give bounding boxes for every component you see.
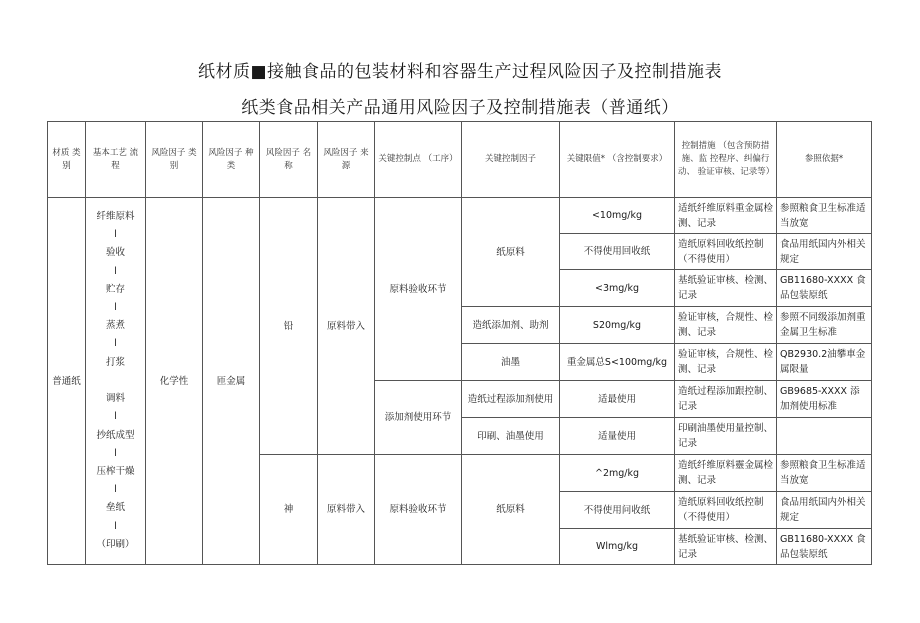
control-point-cell: 添加剂使用环节	[375, 381, 462, 455]
header-risk-category: 风险因子 类别	[146, 122, 203, 198]
critical-limit-cell: ^2mg/kg	[560, 455, 675, 492]
reference-cell: 食品用纸国内外相关规定	[777, 492, 872, 529]
reference-cell: 参照粮食卫生标准适当放宽	[777, 455, 872, 492]
header-critical-limit: 关键限值* （含控制要求）	[560, 122, 675, 198]
critical-limit-cell: <3mg/kg	[560, 270, 675, 307]
risk-category-cell: 化学性	[146, 198, 203, 565]
control-factor-cell: 造纸添加剂、助剂	[462, 307, 560, 344]
header-material: 材质 类别	[48, 122, 86, 198]
header-risk-source: 风险因子 来源	[318, 122, 375, 198]
control-measure-cell: 适纸纤维原料重金属检测、记录	[675, 198, 777, 234]
control-measure-cell: 印刷油墨使用量控制、记录	[675, 418, 777, 455]
risk-source-cell: 原料带入	[318, 198, 375, 455]
header-reference: 参照依据*	[777, 122, 872, 198]
risk-kind-cell: 匝金属	[203, 198, 260, 565]
control-point-cell: 原料验收环节	[375, 455, 462, 565]
header-risk-name: 风险因子 名称	[260, 122, 318, 198]
control-measure-cell: 基纸验证审核、检测、记录	[675, 270, 777, 307]
reference-cell: GB11680-XXXX 食品包装原纸	[777, 270, 872, 307]
control-factor-cell: 纸原料	[462, 198, 560, 307]
critical-limit-cell: 不得使用问收纸	[560, 492, 675, 529]
control-factor-cell: 印刷、油墨使用	[462, 418, 560, 455]
critical-limit-cell: 适最使用	[560, 381, 675, 418]
header-control-measure: 控制措施 （包含预防措施、监 控程序、纠偏行动、 验证审核、记录等）	[675, 122, 777, 198]
control-measure-cell: 造纸过程添加跟控制、记录	[675, 381, 777, 418]
critical-limit-cell: Wlmg/kg	[560, 529, 675, 565]
critical-limit-cell: 重金属总S<100mg/kg	[560, 344, 675, 381]
risk-name-cell: 神	[260, 455, 318, 565]
risk-control-table	[47, 121, 872, 565]
reference-cell: 参照粮食卫生标准适当放宽	[777, 198, 872, 234]
control-measure-cell: 造纸纤维原料靈金属检测、记录	[675, 455, 777, 492]
document-title: 纸材质■接触食品的包装材料和容器生产过程风险因子及控制措施表	[197, 62, 723, 82]
table-subtitle: 纸类食品相关产品通用风险因子及控制措施表（普通纸）	[241, 98, 679, 118]
reference-cell	[777, 418, 872, 455]
header-control-point: 关键控制点 （工序）	[375, 122, 462, 198]
process-flow-cell: 纤维原料 l 验收 l 贮存 l 蒸煮 l 打浆 调料 l 抄纸成型 l 压榨干燥 l 垒纸 l （印刷）	[86, 198, 146, 565]
control-measure-cell: 造纸原料回收纸控制（不得使用）	[675, 234, 777, 270]
header-control-factor: 关键控制因子	[462, 122, 560, 198]
reference-cell: 食品用纸国内外相关规定	[777, 234, 872, 270]
table-header-row	[48, 122, 872, 198]
control-factor-cell: 油墨	[462, 344, 560, 381]
critical-limit-cell: <10mg/kg	[560, 198, 675, 234]
reference-cell: QB2930.2油攀車金属限量	[777, 344, 872, 381]
reference-cell: GB9685-XXXX 添加剂使用标准	[777, 381, 872, 418]
critical-limit-cell: 适量使用	[560, 418, 675, 455]
control-point-cell: 原料验收环节	[375, 198, 462, 381]
critical-limit-cell: S20mg/kg	[560, 307, 675, 344]
control-factor-cell: 纸原料	[462, 455, 560, 565]
header-risk-kind: 风险因子 种类	[203, 122, 260, 198]
control-measure-cell: 验证审核，合规性、检测、记录	[675, 307, 777, 344]
table-row	[48, 198, 872, 234]
critical-limit-cell: 不得使用回收纸	[560, 234, 675, 270]
risk-name-cell: 铅	[260, 198, 318, 455]
reference-cell: 参照不同级添加剂重金属卫生标准	[777, 307, 872, 344]
control-measure-cell: 基纸验证审核、检测、记录	[675, 529, 777, 565]
control-measure-cell: 验证审核，合规性、检测、记录	[675, 344, 777, 381]
risk-source-cell: 原料带入	[318, 455, 375, 565]
control-factor-cell: 造纸过程添加剂使用	[462, 381, 560, 418]
material-cell: 普通纸	[48, 198, 86, 565]
control-measure-cell: 造纸原料回收纸控制（不得使用）	[675, 492, 777, 529]
reference-cell: GB11680-XXXX 食品包装原纸	[777, 529, 872, 565]
header-process: 基本工艺 流程	[86, 122, 146, 198]
